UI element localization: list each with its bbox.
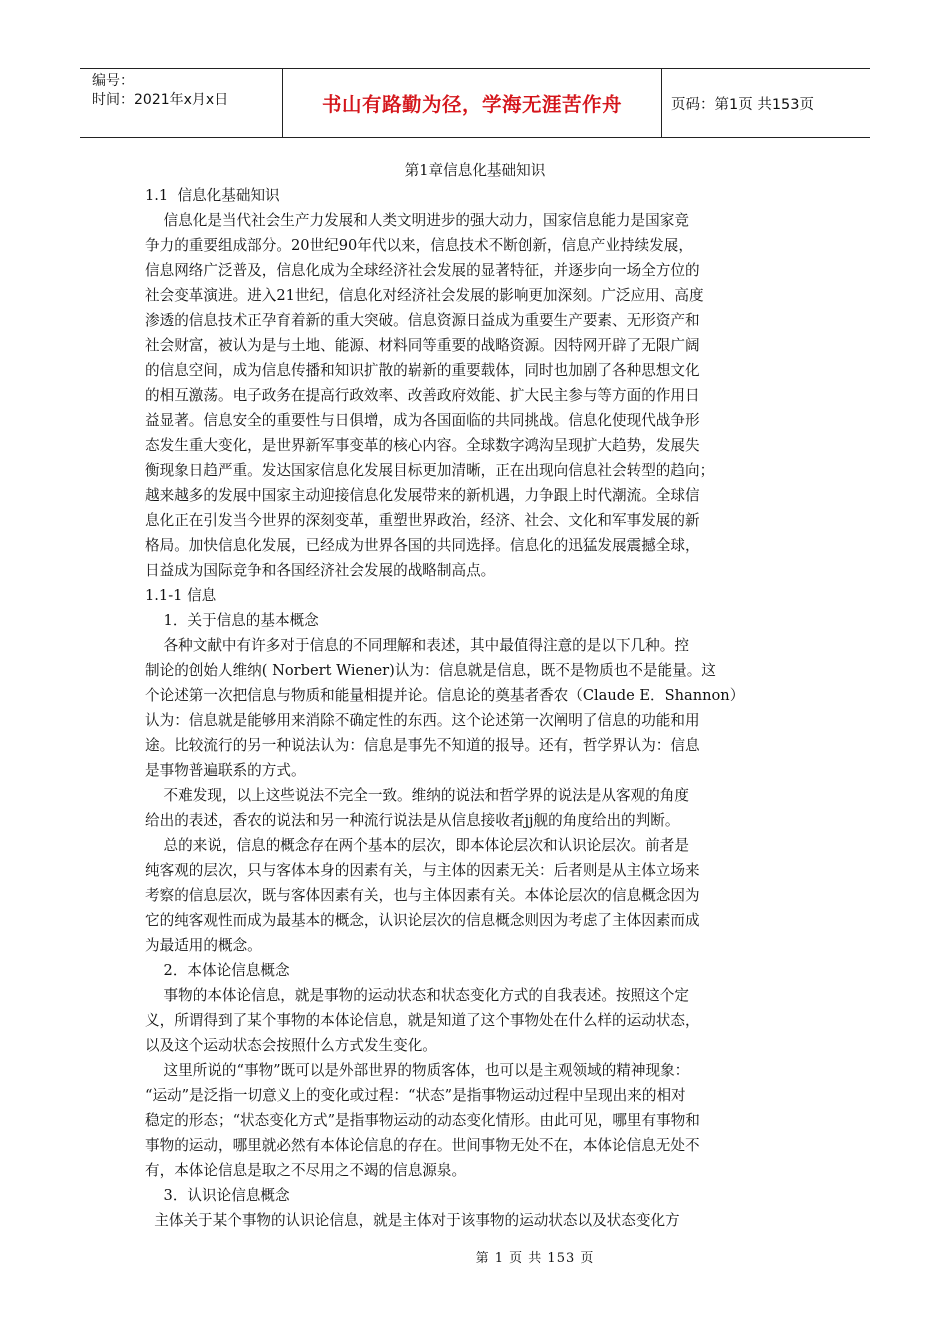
text-line: 信息网络广泛普及，信息化成为全球经济社会发展的显著特征，并逐步向一场全方位的	[145, 262, 700, 279]
text-line: 态发生重大变化，是世界新军事变革的核心内容。全球数字鸿沟呈现扩大趋势，发展失	[145, 437, 700, 454]
text-line: 的相互激荡。电子政务在提高行政效率、改善政府效能、扩大民主参与等方面的作用日	[145, 387, 700, 404]
text-line: 有，本体论信息是取之不尽用之不竭的信息源泉。	[145, 1162, 467, 1179]
footer-page-number: 第 1 页 共 153 页	[475, 1251, 595, 1266]
text-line: 给出的表述，香农的说法和另一种流行说法是从信息接收者jj舰的角度给出的判断。	[145, 812, 680, 829]
text-line: 它的纯客观性而成为最基本的概念，认识论层次的信息概念则因为考虑了主体因素而成	[145, 912, 700, 929]
text-line: 是事物普遍联系的方式。	[145, 762, 306, 779]
text-line: “运动”是泛指一切意义上的变化或过程：“状态”是指事物运动过程中呈现出来的相对	[145, 1087, 686, 1104]
text-line: 3．认识论信息概念	[145, 1187, 290, 1204]
text-line: 主体关于某个事物的认识论信息，就是主体对于该事物的运动状态以及状态变化方	[145, 1212, 680, 1229]
text-line: 事物的本体论信息，就是事物的运动状态和状态变化方式的自我表述。按照这个定	[145, 987, 689, 1004]
text-line: 信息化是当代社会生产力发展和人类文明进步的强大动力，国家信息能力是国家竞	[145, 212, 689, 229]
text-line: 纯客观的层次，只与客体本身的因素有关，与主体的因素无关：后者则是从主体立场来	[145, 862, 700, 879]
text-line: 衡现象日趋严重。发达国家信息化发展目标更加清晰，正在出现向信息社会转型的趋向；	[145, 462, 715, 479]
motto-text: 书山有路勤为径，学海无涯苦作舟	[321, 93, 622, 116]
text-line: 这里所说的“事物”既可以是外部世界的物质客体，也可以是主观领域的精神现象：	[145, 1062, 690, 1079]
text-line: 稳定的形态；“状态变化方式”是指事物运动的动态变化情形。由此可见，哪里有事物和	[145, 1112, 700, 1129]
text-line: 为最适用的概念。	[145, 937, 262, 954]
text-line: 总的来说，信息的概念存在两个基本的层次，即本体论层次和认识论层次。前者是	[145, 837, 689, 854]
text-line: 制论的创始人维纳( Norbert Wiener)认为：信息就是信息，既不是物质也不是能量。这	[145, 662, 716, 679]
text-line: 以及这个运动状态会按照什么方式发生变化。	[145, 1037, 437, 1054]
page-info-cell	[661, 69, 870, 137]
text-line: 日益成为国际竞争和各国经济社会发展的战略制高点。	[145, 562, 496, 579]
text-line: 1.1 信息化基础知识	[145, 187, 280, 204]
text-line: 益显著。信息安全的重要性与日俱增，成为各国面临的共同挑战。信息化使现代战争形	[145, 412, 700, 429]
text-line: 社会变革演进。进入21世纪，信息化对经济社会发展的影响更加深刻。广泛应用、高度	[145, 287, 704, 304]
page-info-text: 页码：第1页 共153页	[671, 96, 815, 113]
text-line: 义，所谓得到了某个事物的本体论信息，就是知道了这个事物处在什么样的运动状态，	[145, 1012, 700, 1029]
text-line: 2．本体论信息概念	[145, 962, 290, 979]
document-body	[145, 158, 805, 1233]
text-line: 认为：信息就是能够用来消除不确定性的东西。这个论述第一次阐明了信息的功能和用	[145, 712, 700, 729]
header-table	[80, 68, 870, 138]
text-line: 1．关于信息的基本概念	[145, 612, 319, 629]
text-line: 个论述第一次把信息与物质和能量相提并论。信息论的奠基者香农（Claude E．Shannon）	[145, 687, 745, 704]
motto-cell	[283, 69, 662, 137]
text-line: 不难发现，以上这些说法不完全一致。维纳的说法和哲学界的说法是从客观的角度	[145, 787, 689, 804]
body-text	[145, 183, 805, 1233]
text-line: 格局。加快信息化发展，已经成为世界各国的共同选择。信息化的迅猛发展震撼全球，	[145, 537, 700, 554]
text-line: 的信息空间，成为信息传播和知识扩散的崭新的重要载体，同时也加剧了各种思想文化	[145, 362, 700, 379]
text-line: 事物的运动，哪里就必然有本体论信息的存在。世间事物无处不在，本体论信息无处不	[145, 1137, 700, 1154]
text-line: 各种文献中有许多对于信息的不同理解和表述，其中最值得注意的是以下几种。控	[145, 637, 689, 654]
time-label: 时间：2021年x月x日	[92, 92, 229, 108]
text-line: 考察的信息层次，既与客体因素有关，也与主体因素有关。本体论层次的信息概念因为	[145, 887, 700, 904]
text-line: 社会财富，被认为是与土地、能源、材料同等重要的战略资源。因特网开辟了无限广阔	[145, 337, 700, 354]
text-line: 越来越多的发展中国家主动迎接信息化发展带来的新机遇，力争跟上时代潮流。全球信	[145, 487, 700, 504]
text-line: 渗透的信息技术正孕育着新的重大突破。信息资源日益成为重要生产要素、无形资产和	[145, 312, 700, 329]
chapter-title: 第1章信息化基础知识	[404, 162, 546, 179]
page-footer	[0, 1247, 950, 1266]
text-line: 争力的重要组成部分。20世纪90年代以来，信息技术不断创新，信息产业持续发展，	[145, 237, 693, 254]
number-label: 编号：	[92, 73, 134, 89]
header-meta-cell	[80, 69, 283, 137]
text-line: 息化正在引发当今世界的深刻变革，重塑世界政治，经济、社会、文化和军事发展的新	[145, 512, 700, 529]
text-line: 途。比较流行的另一种说法认为：信息是事先不知道的报导。还有，哲学界认为：信息	[145, 737, 700, 754]
text-line: 1.1-1 信息	[145, 587, 217, 604]
